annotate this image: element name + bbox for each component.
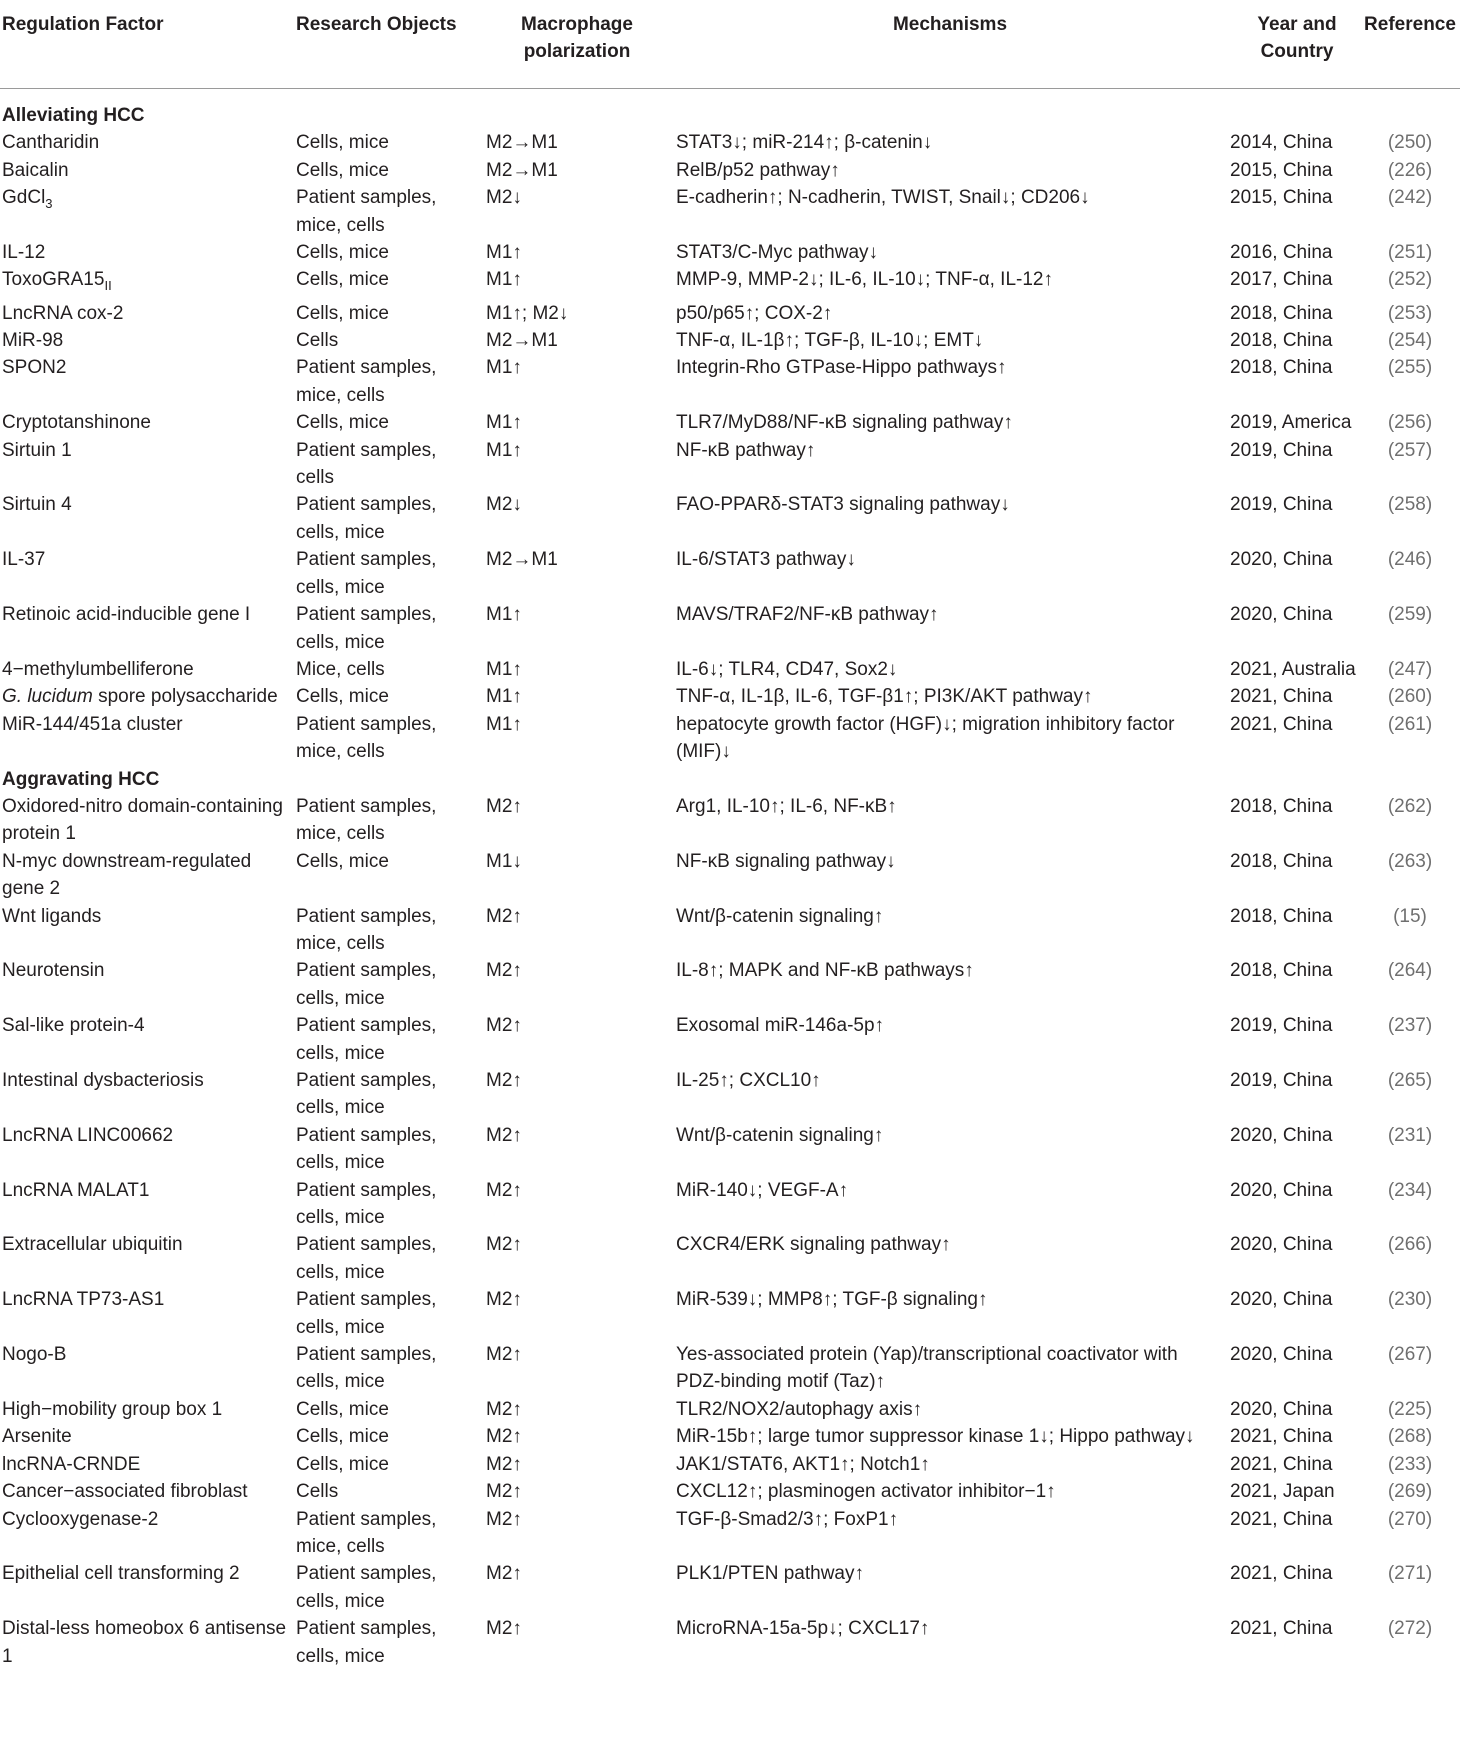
cell-research-objects: Patient samples, cells, mice [296,1124,437,1174]
factor-text: Extracellular ubiquitin [2,1234,183,1256]
cell-regulation-factor [0,157,288,184]
cell-regulation-factor [0,1560,288,1615]
cell-year-country: 2019, America [1230,412,1352,434]
factor-text: LncRNA TP73-AS1 [2,1289,165,1311]
cell-macrophage-polarization: M1↓ [486,850,522,872]
cell-mechanisms: NF-κB signaling pathway↓ [676,850,896,872]
cell-research-objects: Patient samples, cells, mice [296,604,437,653]
col-header-macrophage-polarization: Macrophage polarization [521,14,633,62]
factor-subscript: 3 [45,196,53,212]
cell-regulation-factor [0,354,288,409]
cell-mechanisms: IL-25↑; CXCL10↑ [676,1070,821,1092]
cell-regulation-factor [0,1177,288,1232]
cell-macrophage-polarization: M1↑ [486,713,522,735]
cell-reference: (271) [1387,1563,1433,1585]
cell-reference: (255) [1387,357,1433,379]
table-row [0,1341,1460,1396]
factor-text: LncRNA LINC00662 [2,1124,174,1146]
cell-reference: (268) [1387,1426,1433,1448]
cell-year-country: 2018, China [1230,302,1333,324]
cell-macrophage-polarization: M2↑ [486,1563,522,1585]
section-title: Alleviating HCC [2,105,145,126]
cell-macrophage-polarization: M1↑ [486,686,522,708]
cell-research-objects: Cells [296,1481,339,1503]
cell-mechanisms: MAVS/TRAF2/NF-κB pathway↑ [676,604,939,626]
factor-text: Baicalin [2,159,69,181]
cell-regulation-factor [0,1067,288,1122]
cell-macrophage-polarization: M2↑ [486,1124,522,1146]
factor-text: Sal-like protein-4 [2,1015,145,1037]
cell-research-objects: Patient samples, cells, mice [296,1015,437,1064]
cell-macrophage-polarization: M1↑ [486,604,522,626]
cell-macrophage-polarization: M2↑ [486,795,522,817]
factor-text: Sirtuin 1 [2,439,72,461]
factor-text: 4−methylumbelliferone [2,658,194,680]
col-header-research-objects: Research Objects [296,14,457,35]
cell-regulation-factor [0,327,288,354]
cell-regulation-factor [0,957,288,1012]
cell-macrophage-polarization: M2→M1 [486,132,558,154]
cell-mechanisms: PLK1/PTEN pathway↑ [676,1563,864,1585]
table-row [0,184,1460,239]
cell-research-objects: Cells, mice [296,1398,389,1420]
cell-reference: (253) [1387,302,1433,324]
cell-regulation-factor [0,1396,288,1423]
cell-reference: (270) [1387,1508,1433,1530]
col-header-regulation-factor: Regulation Factor [2,14,164,35]
cell-reference: (247) [1387,658,1433,680]
factor-text: Retinoic acid-inducible gene I [2,604,251,626]
cell-mechanisms: JAK1/STAT6, AKT1↑; Notch1↑ [676,1453,930,1475]
cell-mechanisms: TGF-β-Smad2/3↑; FoxP1↑ [676,1508,899,1530]
table-row [0,266,1460,299]
section-heading-row [0,89,1460,130]
factor-text: IL-12 [2,242,46,264]
cell-research-objects: Cells, mice [296,269,389,291]
cell-mechanisms: TLR2/NOX2/autophagy axis↑ [676,1398,923,1420]
cell-year-country: 2019, China [1230,1015,1333,1037]
cell-regulation-factor [0,239,288,266]
table-row [0,683,1460,710]
cell-regulation-factor [0,491,288,546]
cell-mechanisms: hepatocyte growth factor (HGF)↓; migration inhibitory factor (MIF)↓ [676,713,1175,763]
table-row [0,239,1460,266]
col-header-reference: Reference [1364,14,1456,35]
cell-macrophage-polarization: M2↑ [486,1481,522,1503]
cell-year-country: 2021, Japan [1230,1481,1335,1503]
cell-regulation-factor [0,1231,288,1286]
cell-macrophage-polarization: M2↑ [486,1179,522,1201]
factor-text: Cantharidin [2,132,100,154]
cell-mechanisms: IL-6/STAT3 pathway↓ [676,549,856,571]
factor-text: Wnt ligands [2,905,102,927]
cell-research-objects: Patient samples, cells, mice [296,1179,437,1229]
factor-text: Intestinal dysbacteriosis [2,1070,204,1092]
factor-text: lncRNA-CRNDE [2,1453,141,1475]
table-row [0,1067,1460,1122]
cell-regulation-factor [0,409,288,436]
table-row [0,409,1460,436]
cell-reference: (250) [1387,132,1433,154]
cell-research-objects: Cells, mice [296,412,389,434]
cell-research-objects: Cells [296,330,339,352]
cell-year-country: 2020, China [1230,549,1333,571]
cell-mechanisms: CXCL12↑; plasminogen activator inhibitor−1↑ [676,1481,1056,1503]
cell-year-country: 2020, China [1230,1398,1333,1420]
cell-year-country: 2021, China [1230,713,1333,735]
cell-reference: (259) [1387,604,1433,626]
cell-mechanisms: MiR-15b↑; large tumor suppressor kinase 1↓; Hippo pathway↓ [676,1426,1195,1448]
cell-year-country: 2020, China [1230,1289,1333,1311]
cell-reference: (15) [1393,905,1427,927]
cell-macrophage-polarization: M2↑ [486,905,522,927]
cell-year-country: 2020, China [1230,1124,1333,1146]
cell-regulation-factor [0,437,288,492]
cell-regulation-factor [0,601,288,656]
cell-year-country: 2018, China [1230,850,1333,872]
cell-reference: (261) [1387,713,1433,735]
cell-reference: (252) [1387,269,1433,291]
cell-mechanisms: TLR7/MyD88/NF-κB signaling pathway↑ [676,412,1013,434]
factor-text: MiR-98 [2,330,64,352]
table-row [0,1451,1460,1478]
cell-research-objects: Patient samples, cells, mice [296,1070,437,1119]
cell-research-objects: Patient samples, mice, cells [296,187,437,236]
cell-research-objects: Patient samples, cells, mice [296,549,437,598]
table-row [0,1122,1460,1177]
table-row [0,354,1460,409]
table-row [0,1396,1460,1423]
cell-research-objects: Patient samples, cells, mice [296,1563,437,1612]
cell-mechanisms: MicroRNA-15a-5p↓; CXCL17↑ [676,1618,930,1640]
cell-macrophage-polarization: M2→M1 [486,549,558,571]
cell-mechanisms: MiR-140↓; VEGF-A↑ [676,1179,849,1201]
cell-reference: (269) [1387,1481,1433,1503]
cell-macrophage-polarization: M1↑; M2↓ [486,302,569,324]
table-row [0,1177,1460,1232]
cell-reference: (260) [1387,686,1433,708]
cell-regulation-factor [0,300,288,327]
cell-research-objects: Cells, mice [296,302,389,324]
cell-macrophage-polarization: M1↑ [486,439,522,461]
cell-macrophage-polarization: M2↑ [486,1015,522,1037]
factor-text: MiR-144/451a cluster [2,713,183,735]
section-title: Aggravating HCC [2,768,160,790]
cell-macrophage-polarization: M2↑ [486,1070,522,1092]
cell-reference: (234) [1387,1179,1433,1201]
factor-subscript: II [104,278,112,294]
cell-research-objects: Patient samples, cells, mice [296,1234,437,1283]
cell-research-objects: Patient samples, mice, cells [296,905,437,954]
factor-text: Epithelial cell transforming 2 [2,1563,240,1585]
cell-macrophage-polarization: M1↑ [486,357,522,379]
cell-macrophage-polarization: M2↑ [486,1344,522,1366]
cell-reference: (242) [1387,187,1433,209]
table-row [0,711,1460,766]
cell-mechanisms: TNF-α, IL-1β↑; TGF-β, IL-10↓; EMT↓ [676,330,984,352]
cell-year-country: 2018, China [1230,960,1333,982]
table-row [0,129,1460,156]
factor-text: Distal-less homeobox 6 antisense 1 [2,1618,287,1667]
factor-text: GdCl [2,187,46,209]
cell-mechanisms: NF-κB pathway↑ [676,439,816,461]
cell-regulation-factor [0,1286,288,1341]
cell-year-country: 2020, China [1230,1234,1333,1256]
factor-text: Cancer−associated fibroblast [2,1481,248,1503]
cell-regulation-factor [0,1478,288,1505]
col-header-mechanisms: Mechanisms [892,14,1008,35]
cell-mechanisms: MMP-9, MMP-2↓; IL-6, IL-10↓; TNF-α, IL-12↑ [676,269,1053,291]
cell-research-objects: Patient samples, cells, mice [296,1289,437,1338]
cell-macrophage-polarization: M2→M1 [486,159,558,181]
cell-reference: (230) [1387,1289,1433,1311]
cell-mechanisms: Arg1, IL-10↑; IL-6, NF-κB↑ [676,795,897,817]
cell-reference: (256) [1387,412,1433,434]
cell-macrophage-polarization: M2↑ [486,960,522,982]
cell-year-country: 2021, China [1230,1426,1333,1448]
factor-text: Sirtuin 4 [2,494,72,516]
cell-regulation-factor [0,1012,288,1067]
cell-year-country: 2019, China [1230,439,1333,461]
col-header-year-country: Year and Country [1257,14,1337,62]
factor-text: SPON2 [2,357,67,379]
cell-research-objects: Cells, mice [296,1426,389,1448]
cell-reference: (266) [1387,1234,1433,1256]
cell-mechanisms: RelB/p52 pathway↑ [676,159,840,181]
cell-regulation-factor [0,711,288,766]
cell-year-country: 2014, China [1230,132,1333,154]
factor-text: Cryptotanshinone [2,412,151,434]
cell-research-objects: Cells, mice [296,132,389,154]
table-row [0,1506,1460,1561]
cell-macrophage-polarization: M2↓ [486,187,522,209]
factor-text: Neurotensin [2,960,105,982]
cell-research-objects: Patient samples, cells, mice [296,960,437,1009]
factor-text: Arsenite [2,1426,72,1448]
cell-regulation-factor [0,903,288,958]
factor-text: Cyclooxygenase-2 [2,1508,159,1530]
cell-year-country: 2019, China [1230,1070,1333,1092]
cell-mechanisms: CXCR4/ERK signaling pathway↑ [676,1234,951,1256]
cell-regulation-factor [0,546,288,601]
cell-reference: (257) [1387,439,1433,461]
table-body [0,89,1460,1670]
cell-regulation-factor [0,1615,288,1670]
factor-text: Oxidored-nitro domain-containing protein 1 [2,795,283,845]
table-row [0,1560,1460,1615]
cell-year-country: 2021, China [1230,1618,1333,1640]
cell-research-objects: Patient samples, mice, cells [296,795,437,845]
table-row [0,1012,1460,1067]
cell-reference: (258) [1387,494,1433,516]
cell-research-objects: Patient samples, mice, cells [296,713,437,763]
cell-research-objects: Mice, cells [296,658,385,680]
cell-mechanisms: E-cadherin↑; N-cadherin, TWIST, Snail↓; CD206↓ [676,187,1090,209]
cell-reference: (246) [1387,549,1433,571]
table-row [0,157,1460,184]
cell-regulation-factor [0,184,288,239]
cell-research-objects: Patient samples, cells, mice [296,1618,437,1667]
cell-reference: (233) [1387,1453,1433,1475]
cell-macrophage-polarization: M1↑ [486,269,522,291]
cell-macrophage-polarization: M1↑ [486,242,522,264]
cell-mechanisms: IL-6↓; TLR4, CD47, Sox2↓ [676,658,898,680]
cell-year-country: 2015, China [1230,159,1333,181]
cell-research-objects: Patient samples, cells [296,439,437,489]
cell-research-objects: Cells, mice [296,1453,389,1475]
cell-mechanisms: Yes-associated protein (Yap)/transcriptional coactivator with PDZ-binding motif (Taz)↑ [676,1344,1178,1393]
table-row [0,300,1460,327]
table-row [0,793,1460,848]
factor-text: LncRNA MALAT1 [2,1179,150,1201]
cell-year-country: 2016, China [1230,242,1333,264]
cell-regulation-factor [0,266,288,299]
cell-macrophage-polarization: M2↑ [486,1426,522,1448]
cell-year-country: 2021, China [1230,686,1333,708]
table-row [0,903,1460,958]
cell-year-country: 2017, China [1230,269,1333,291]
factor-text: High−mobility group box 1 [2,1398,223,1420]
cell-research-objects: Patient samples, mice, cells [296,1508,437,1557]
cell-research-objects: Patient samples, cells, mice [296,1344,437,1393]
cell-regulation-factor [0,1451,288,1478]
cell-mechanisms: IL-8↑; MAPK and NF-κB pathways↑ [676,960,974,982]
table-row [0,1231,1460,1286]
cell-reference: (237) [1387,1015,1433,1037]
cell-macrophage-polarization: M2↑ [486,1453,522,1475]
cell-year-country: 2018, China [1230,330,1333,352]
table-row [0,1478,1460,1505]
table-row [0,1615,1460,1670]
cell-regulation-factor [0,1122,288,1177]
cell-macrophage-polarization: M1↑ [486,412,522,434]
table-row [0,327,1460,354]
cell-regulation-factor [0,129,288,156]
cell-mechanisms: Integrin-Rho GTPase-Hippo pathways↑ [676,357,1007,379]
cell-research-objects: Cells, mice [296,850,389,872]
table-row [0,1423,1460,1450]
cell-mechanisms: p50/p65↑; COX-2↑ [676,302,833,324]
table-row [0,848,1460,903]
cell-year-country: 2021, China [1230,1563,1333,1585]
cell-year-country: 2021, Australia [1230,658,1356,680]
cell-mechanisms: MiR-539↓; MMP8↑; TGF-β signaling↑ [676,1289,988,1311]
cell-mechanisms: Exosomal miR-146a-5p↑ [676,1015,885,1037]
table-row [0,601,1460,656]
cell-macrophage-polarization: M2↓ [486,494,522,516]
cell-mechanisms: Wnt/β-catenin signaling↑ [676,1124,884,1146]
cell-year-country: 2021, China [1230,1453,1333,1475]
cell-research-objects: Patient samples, mice, cells [296,357,437,406]
factor-italic-text: G. lucidum [2,686,93,708]
cell-regulation-factor [0,848,288,903]
cell-reference: (262) [1387,795,1433,817]
cell-reference: (254) [1387,330,1433,352]
table-row [0,546,1460,601]
header-row [0,0,1460,89]
cell-year-country: 2019, China [1230,494,1333,516]
cell-regulation-factor [0,1341,288,1396]
cell-reference: (251) [1387,242,1433,264]
cell-macrophage-polarization: M2↑ [486,1508,522,1530]
cell-year-country: 2018, China [1230,795,1333,817]
cell-year-country: 2015, China [1230,187,1333,209]
cell-year-country: 2020, China [1230,1179,1333,1201]
factor-text: N-myc downstream-regulated gene 2 [2,850,252,900]
cell-reference: (226) [1387,159,1433,181]
cell-reference: (265) [1387,1070,1433,1092]
cell-macrophage-polarization: M2↑ [486,1289,522,1311]
cell-reference: (231) [1387,1124,1433,1146]
cell-macrophage-polarization: M1↑ [486,658,522,680]
factor-text: ToxoGRA15 [2,269,105,291]
factor-text: LncRNA cox-2 [2,302,124,324]
cell-mechanisms: STAT3/C-Myc pathway↓ [676,242,879,264]
table-row [0,437,1460,492]
cell-macrophage-polarization: M2→M1 [486,330,558,352]
cell-year-country: 2018, China [1230,357,1333,379]
cell-regulation-factor [0,1506,288,1561]
cell-year-country: 2020, China [1230,604,1333,626]
cell-year-country: 2018, China [1230,905,1333,927]
table-row [0,656,1460,683]
factor-text: spore polysaccharide [92,686,278,708]
cell-research-objects: Cells, mice [296,159,389,181]
cell-year-country: 2020, China [1230,1344,1333,1366]
table-row [0,491,1460,546]
cell-research-objects: Cells, mice [296,242,389,264]
table-row [0,957,1460,1012]
cell-mechanisms: TNF-α, IL-1β, IL-6, TGF-β1↑; PI3K/AKT pathway↑ [676,686,1093,708]
cell-reference: (225) [1387,1398,1433,1420]
cell-reference: (263) [1387,850,1433,872]
cell-reference: (272) [1387,1618,1433,1640]
cell-macrophage-polarization: M2↑ [486,1618,522,1640]
factor-text: IL-37 [2,549,46,571]
cell-mechanisms: FAO-PPARδ-STAT3 signaling pathway↓ [676,494,1010,516]
cell-research-objects: Cells, mice [296,686,389,708]
cell-mechanisms: Wnt/β-catenin signaling↑ [676,905,884,927]
cell-mechanisms: STAT3↓; miR-214↑; β-catenin↓ [676,132,933,154]
cell-research-objects: Patient samples, cells, mice [296,494,437,543]
cell-regulation-factor [0,656,288,683]
cell-regulation-factor [0,683,288,710]
cell-reference: (267) [1387,1344,1433,1366]
table-header [0,0,1460,89]
cell-macrophage-polarization: M2↑ [486,1234,522,1256]
cell-macrophage-polarization: M2↑ [486,1398,522,1420]
cell-regulation-factor [0,793,288,848]
cell-regulation-factor [0,1423,288,1450]
section-heading-row [0,766,1460,793]
table-row [0,1286,1460,1341]
cell-year-country: 2021, China [1230,1508,1333,1530]
factor-text: Nogo-B [2,1344,67,1366]
cell-reference: (264) [1387,960,1433,982]
